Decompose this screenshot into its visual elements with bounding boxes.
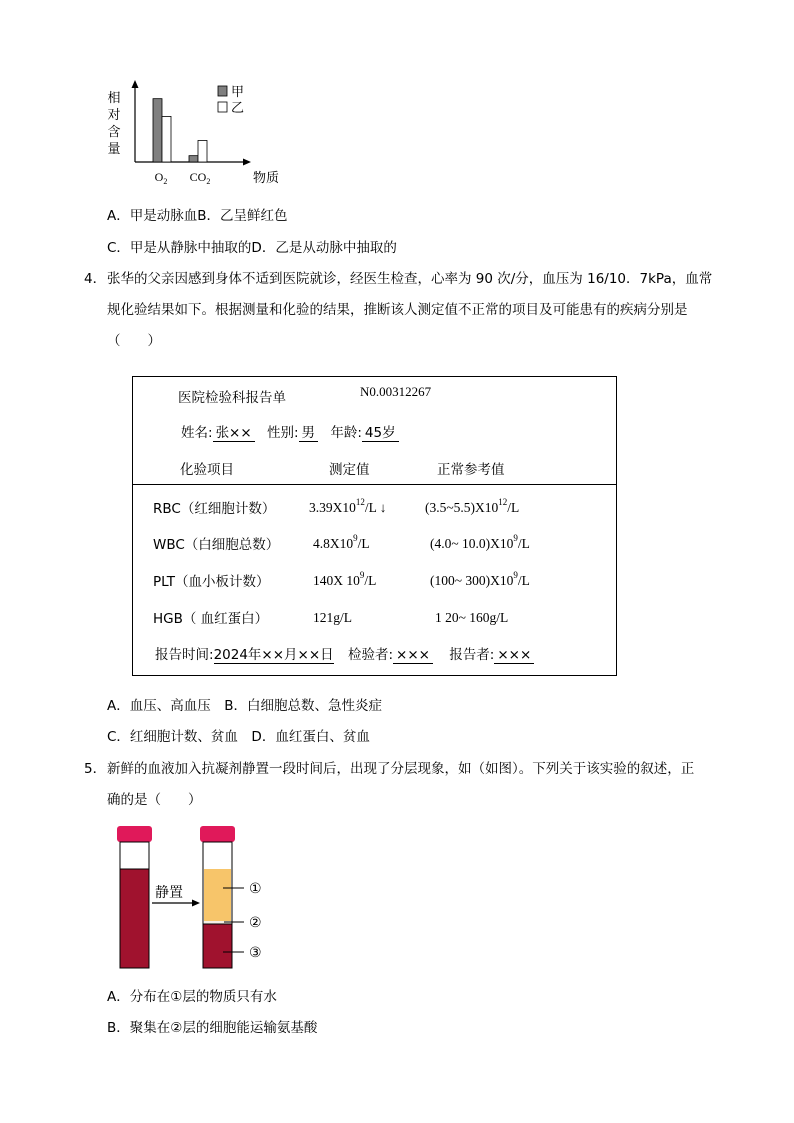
- column-header-item: 化验项目: [180, 462, 234, 478]
- inspector-value: ×××: [393, 647, 433, 664]
- bar-co2-jia: [189, 156, 198, 162]
- header-divider: [133, 484, 616, 485]
- row-reference: $(3.5\sim 5.5)X10^{12}/L$: [425, 497, 520, 515]
- y-axis-label-3: 含: [107, 125, 121, 140]
- lab-report: [132, 376, 617, 676]
- row-item: PLT（血小板计数）: [153, 574, 270, 590]
- bar-o2-jia: [153, 99, 162, 162]
- q5-option-b: B．聚集在②层的细胞能运输氨基酸: [107, 1020, 318, 1036]
- age-value: 45岁: [362, 425, 399, 442]
- row-item: WBC（白细胞总数）: [153, 537, 280, 553]
- inspector-label: 检验者:: [347, 647, 394, 663]
- tube-cap: [200, 826, 235, 842]
- q4-options-line-1: A．血压、高血压 B．白细胞总数、急性炎症: [107, 698, 382, 714]
- sex-label: 性别:: [266, 425, 299, 441]
- row-reference: 1 20~ 160g/L: [435, 610, 509, 625]
- legend-label-yi: 乙: [231, 101, 245, 116]
- report-footer: [155, 643, 534, 663]
- q4-stem-line-2: 规化验结果如下。根据测量和化验的结果，推断该人测定值不正常的项目及可能患有的疾病分别是: [107, 302, 688, 318]
- q5-number: 5．: [84, 761, 107, 777]
- low-flag-arrow-icon: ↓: [379, 500, 387, 515]
- q4-number: 4．: [84, 271, 107, 287]
- age-label: 年龄:: [330, 425, 362, 441]
- q3-options-line-1: A．甲是动脉血B．乙呈鲜红色: [107, 208, 288, 224]
- bar-chart: [105, 78, 285, 190]
- bar-co2-yi: [198, 140, 207, 162]
- x-axis-label: 物质: [253, 171, 280, 186]
- x-tick-co2: $CO_2$: [189, 170, 211, 186]
- y-axis-label-2: 对: [107, 108, 121, 123]
- row-value: $3.39X10^{12}/L$ ↓: [309, 497, 387, 515]
- stand-label: 静置: [155, 885, 183, 901]
- blood-layer: [120, 869, 149, 968]
- column-header-reference: 正常参考值: [437, 462, 505, 478]
- red-cell-layer: [203, 924, 232, 968]
- column-header-measured: 测定值: [329, 462, 370, 478]
- tube-before: [117, 826, 152, 968]
- name-value: 张××: [213, 425, 255, 442]
- tube-after: [200, 826, 235, 968]
- layer-label-1: ①: [249, 881, 262, 897]
- row-reference: (100~ $300)X10^9/L$: [430, 570, 530, 588]
- y-axis-label-4: 量: [107, 142, 121, 157]
- q4-stem-line-3: （ ）: [107, 333, 161, 349]
- q4-options-line-2: C．红细胞计数、贫血 D．血红蛋白、贫血: [107, 729, 370, 745]
- q5-stem-line-1: 新鲜的血液加入抗凝剂静置一段时间后，出现了分层现象，如（如图）。下列关于该实验的叙述，正: [107, 761, 695, 777]
- chart-legend: [218, 85, 244, 116]
- time-value: 2024年××月××日: [213, 647, 334, 663]
- report-number: N0.00312267: [360, 384, 432, 399]
- blood-tubes-figure: [110, 822, 280, 974]
- legend-swatch-jia: [218, 86, 227, 96]
- q4-stem-line-1: 张华的父亲因感到身体不适到医院就诊，经医生检查，心率为 90 次/分，血压为 16/10．7kPa，血常: [107, 271, 713, 287]
- report-title: 医院检验科报告单: [178, 390, 286, 406]
- tube-cap: [117, 826, 152, 842]
- row-value: $4.8X10^9/L$: [313, 533, 370, 551]
- arrow-right-icon: [192, 900, 200, 907]
- time-label: 报告时间:: [155, 647, 214, 663]
- row-value: 140X $10^9/L$: [313, 570, 377, 588]
- reporter-label: 报告者:: [449, 647, 495, 663]
- bar-o2-yi: [162, 116, 171, 162]
- legend-label-jia: 甲: [231, 85, 245, 100]
- reporter-value: ×××: [494, 647, 534, 664]
- layer-label-2: ②: [249, 915, 262, 931]
- patient-info: [181, 421, 399, 441]
- q5-option-a: A．分布在①层的物质只有水: [107, 989, 277, 1005]
- name-label: 姓名:: [181, 425, 213, 441]
- x-tick-o2: $O_2$: [154, 170, 168, 186]
- layer-label-3: ③: [249, 945, 262, 961]
- q5-stem-line-2: 确的是（ ）: [107, 792, 202, 808]
- q3-options-line-2: C．甲是从静脉中抽取的D．乙是从动脉中抽取的: [107, 240, 397, 256]
- plasma-layer: [204, 869, 231, 921]
- row-reference: (4.0~ $10.0)X10^9/L$: [430, 533, 530, 551]
- row-item: RBC（红细胞计数）: [153, 501, 276, 517]
- legend-swatch-yi: [218, 102, 227, 112]
- stand-arrow: [152, 885, 200, 907]
- sex-value: 男: [299, 425, 319, 442]
- row-value: 121g/L: [313, 610, 352, 625]
- y-axis-label-1: 相: [107, 91, 121, 106]
- row-item: HGB（ 血红蛋白）: [153, 611, 269, 627]
